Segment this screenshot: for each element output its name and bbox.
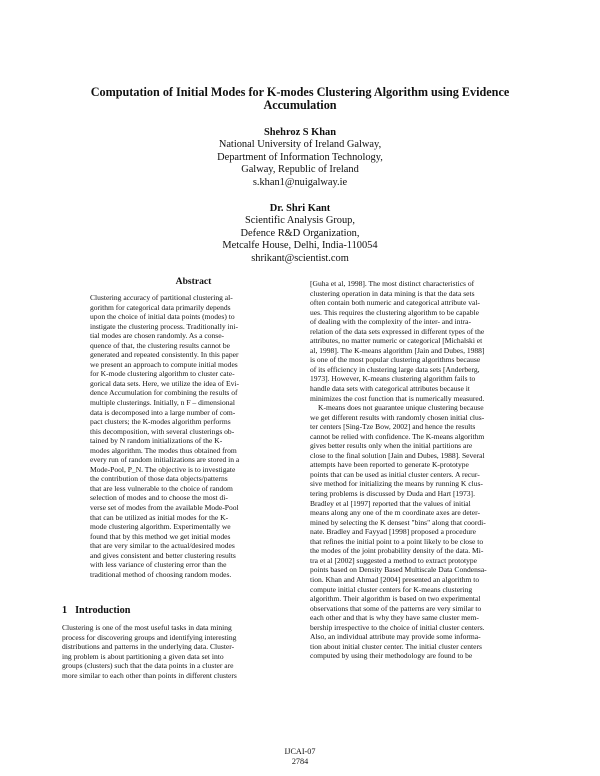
author-affiliation-line: Scientific Analysis Group, (245, 215, 355, 227)
text-line: of dealing with the complexity of the inter- and intra- (310, 317, 472, 327)
text-line: distributions and patterns in the underlying data. Cluster- (62, 642, 235, 652)
author-name: Dr. Shri Kant (269, 203, 331, 214)
text-line: close to the final solution [Jain and Dubes, 1988]. Several (310, 450, 485, 460)
text-line: dence Accumulation for combining the results of (90, 388, 238, 398)
text-line: tra et al [2002] suggested a method to extract prototype (310, 555, 478, 565)
text-line: the contribution of those data objects/patterns (90, 474, 228, 484)
text-line: that refines the initial point to a point likely to be close to (310, 536, 484, 546)
text-line: Mode-Pool, P_N. The objective is to investigate (90, 464, 236, 474)
section-title: Introduction (75, 605, 131, 616)
text-line: attributes, no matter numeric or categorical [Michalski et (310, 336, 483, 346)
text-line: pact clusters; the K-modes algorithm performs (90, 417, 231, 427)
text-line: observations that some of the patterns are very similar to (310, 603, 482, 613)
text-line: Clustering is one of the most useful tasks in data mining (62, 623, 232, 632)
footer-venue: IJCAI-07 (284, 747, 316, 756)
text-line: traditional method of choosing random modes. (90, 569, 232, 579)
text-line: instigate the clustering process. Traditionally ini- (90, 321, 238, 331)
text-line: gives better results only when the initial partitions are (310, 441, 473, 451)
author-name: Shehroz S Khan (264, 127, 336, 138)
text-line: relation of the data sets expressed in different types of the (310, 326, 485, 336)
text-line: this decomposition, with several clusterings ob- (90, 426, 235, 436)
text-line: with less variance of clustering error than the (90, 560, 227, 570)
text-line: [Guha et al, 1998]. The most distinct characteristics of (310, 279, 475, 288)
author-affiliation-line: Department of Information Technology, (217, 151, 383, 163)
text-line: tial modes are chosen randomly. As a conse- (90, 331, 225, 341)
text-line: often contain both numeric and categorical attribute val- (310, 298, 480, 308)
text-line: upon the choice of initial data points (modes) to (90, 312, 235, 322)
text-line: sive method for initializing the means by running K clus- (310, 479, 483, 489)
text-line: for K-mode clustering algorithm to cluster cate- (90, 369, 235, 379)
text-line: nate. Bradley and Fayyad [1998] proposed a procedure (310, 527, 476, 537)
text-line: tion. Khan and Ahmad [2004] presented an algorithm to (310, 574, 480, 584)
text-line: tering problems is discussed by Duda and Hart [1973]. (310, 489, 475, 499)
author-block (100, 203, 500, 265)
text-line: every run of random initializations are stored in a (90, 455, 240, 465)
text-line: is one of the most popular clustering algorithms because (310, 355, 481, 365)
text-line: more similar to each other than points in different clusters (62, 670, 237, 680)
abstract-body (90, 293, 297, 579)
author-affiliation-line: Galway, Republic of Ireland (241, 164, 359, 176)
text-line: minimizes the cost function that is numerically measured. (310, 393, 485, 403)
text-line: means along any one of the m coordinate axes are deter- (310, 508, 481, 518)
author-email: shrikant@scientist.com (251, 252, 349, 264)
text-line: multiple clusterings. Initially, n F – dimensional (90, 398, 235, 408)
text-line: quence of that, the clustering results cannot be (90, 340, 230, 350)
text-line: computed by using their methodology are found to be (310, 651, 473, 661)
text-line: selection of modes and to choose the most di- (90, 493, 228, 503)
title-line: Computation of Initial Modes for K-modes Clustering Algorithm using Evidence (90, 85, 510, 99)
section-heading (62, 605, 130, 616)
text-line: clustering operation in data mining is that the data sets (310, 288, 475, 298)
text-line: tion about initial cluster center. The initial cluster centers (310, 641, 482, 651)
text-line: attempts have been reported to generate K-prototype (310, 460, 469, 470)
text-line: that can be utilized as initial modes for the K- (90, 512, 229, 522)
text-line: and gives consistent and better clustering results (90, 550, 236, 560)
author-email: s.khan1@nuigalway.ie (252, 176, 348, 188)
text-line: data is decomposed into a large number of com- (90, 407, 236, 417)
text-line: verse set of modes from the available Mode-Pool (90, 503, 239, 513)
text-line: we get different results with randomly chosen initial clus- (310, 412, 485, 422)
footer-page-number: 2784 (291, 757, 309, 766)
text-line: K-means does not guarantee unique clustering because (318, 403, 484, 413)
text-line: gorithm for categorical data primarily depends (90, 302, 231, 312)
text-line: generated and repeated consistently. In this paper (90, 350, 239, 360)
title-line: Accumulation (263, 98, 337, 112)
right-column-body (310, 279, 586, 661)
text-line: handle data sets with categorical attributes because it (310, 384, 470, 394)
author-affiliation-line: Defence R&D Organization, (240, 227, 360, 239)
text-line: Clustering accuracy of partitional clustering al- (90, 293, 233, 302)
text-line: modes algorithm. The modes thus obtained from (90, 445, 237, 455)
text-line: Bradley et al [1997] reported that the values of initial (310, 498, 471, 508)
text-line: ing problem is about partitioning a given data set into (62, 651, 224, 661)
text-line: groups (clusters) such that the data points in a cluster are (62, 661, 234, 671)
text-line: algorithm. Their algorithm is based on two experimental (310, 594, 481, 604)
author-affiliation-line: National University of Ireland Galway, (218, 139, 382, 151)
text-line: mode clustering algorithm. Experimentally we (90, 522, 231, 532)
text-line: that are very similar to the actual/desired modes (90, 541, 235, 551)
text-line: process for discovering groups and identifying interesting (62, 632, 237, 642)
text-line: bership irrespective to the choice of initial cluster centers. (310, 622, 485, 632)
text-line: points based on Density Based Multiscale Data Condensa- (310, 565, 487, 575)
paper-title (60, 86, 540, 112)
introduction-body (62, 623, 334, 680)
text-line: of its efficiency in clustering large data sets [Anderberg, (310, 364, 480, 374)
text-line: gorical data sets. Here, we utilize the idea of Evi- (90, 378, 239, 388)
text-line: ter centers [Sing-Tze Bow, 2002] and hence the results (310, 422, 476, 432)
text-line: 1973]. However, K-means clustering algorithm fails to (310, 374, 476, 384)
section-number: 1 (62, 605, 68, 616)
text-line: tained by N random initializations of the K- (90, 436, 223, 446)
text-line: found that by this method we get initial modes (90, 531, 231, 541)
author-block (100, 127, 500, 189)
text-line: we present an approach to compute initial modes (90, 359, 238, 369)
text-line: the modes of the joint probability density of the data. Mi- (310, 546, 484, 556)
text-line: compute initial cluster centers for K-means clustering (310, 584, 473, 594)
text-line: ues. This requires the clustering algorithm to be capable (310, 307, 479, 317)
text-line: mined by selecting the K densest "bins" along that coordi- (310, 517, 486, 527)
abstract-heading: Abstract (175, 276, 212, 287)
text-line: that are less vulnerable to the choice of random (90, 483, 233, 493)
author-affiliation-line: Metcalfe House, Delhi, India-110054 (222, 240, 378, 252)
text-line: al, 1998]. The K-means algorithm [Jain and Dubes, 1988] (310, 345, 485, 355)
text-line: cannot be relied with confidence. The K-means algorithm (310, 431, 485, 441)
text-line: Also, an individual attribute may provide some informa- (310, 632, 481, 642)
text-line: each other and that is why they have same cluster mem- (310, 613, 479, 623)
text-line: points that can be used as initial cluster centers. A recur- (310, 469, 480, 479)
